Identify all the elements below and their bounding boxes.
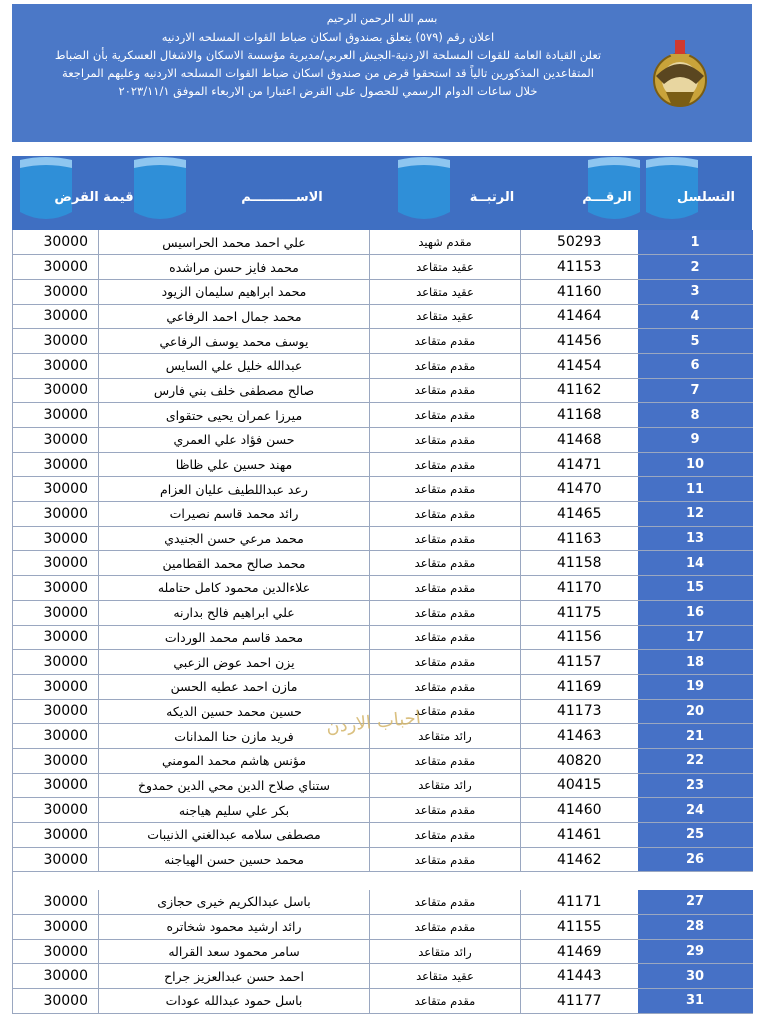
table-row: [13, 674, 753, 699]
row-rank: مقدم متقاعد: [370, 502, 521, 527]
row-number: 41465: [521, 502, 638, 527]
table-row: [13, 600, 753, 625]
row-number: 40820: [521, 748, 638, 773]
row-seq: 30: [638, 964, 753, 989]
jordan-armed-forces-emblem-icon: [642, 32, 718, 114]
row-rank: مقدم متقاعد: [370, 526, 521, 551]
row-rank: مقدم متقاعد: [370, 650, 521, 675]
row-seq: 1: [638, 230, 753, 255]
row-seq: 15: [638, 576, 753, 601]
row-rank: مقدم متقاعد: [370, 890, 521, 915]
row-name: احمد حسن عبدالعزيز جراح: [99, 964, 370, 989]
watermark: احباب الاردن: [325, 707, 422, 738]
row-name: رعد عبداللطيف عليان العزام: [99, 477, 370, 502]
row-loan-amount: 30000: [13, 304, 99, 329]
row-name: مهند حسين علي ظاظا: [99, 452, 370, 477]
row-seq: 6: [638, 353, 753, 378]
row-loan-amount: 30000: [13, 748, 99, 773]
row-rank: مقدم متقاعد: [370, 477, 521, 502]
row-seq: 20: [638, 699, 753, 724]
row-number: 41158: [521, 551, 638, 576]
row-number: 41160: [521, 279, 638, 304]
row-name: مصطفى سلامه عبدالغني الذنيبات: [99, 823, 370, 848]
table-group-gap: [13, 872, 753, 890]
announcement-line-2: تعلن القيادة العامة للقوات المسلحة الاردنية-الجيش العربي/مديرية مؤسسة الاسكان والاشغال العسكرية بأن الضباط: [54, 48, 602, 62]
row-number: 41175: [521, 600, 638, 625]
table-row: [13, 890, 753, 915]
row-loan-amount: 30000: [13, 526, 99, 551]
row-loan-amount: 30000: [13, 428, 99, 453]
row-rank: مقدم متقاعد: [370, 329, 521, 354]
row-name: ميرزا عمران يحيى حتقواى: [99, 403, 370, 428]
row-seq: 26: [638, 847, 753, 872]
row-loan-amount: 30000: [13, 964, 99, 989]
announcement-text: [52, 28, 604, 100]
table-row: [13, 403, 753, 428]
table-row: [13, 477, 753, 502]
row-name: عبدالله خليل علي السايس: [99, 353, 370, 378]
basmala: بسم الله الرحمن الرحيم: [326, 12, 438, 25]
loan-recipients-table: [12, 156, 752, 1014]
row-rank: مقدم متقاعد: [370, 798, 521, 823]
row-loan-amount: 30000: [13, 551, 99, 576]
row-number: 41153: [521, 255, 638, 280]
row-loan-amount: 30000: [13, 279, 99, 304]
row-number: 41470: [521, 477, 638, 502]
row-loan-amount: 30000: [13, 890, 99, 915]
row-loan-amount: 30000: [13, 403, 99, 428]
row-seq: 3: [638, 279, 753, 304]
table-row: [13, 823, 753, 848]
announcement-line-1: اعلان رقم (٥٧٩) يتعلق بصندوق اسكان ضباط القوات المسلحه الاردنيه: [161, 30, 495, 44]
row-name: محمد حسين حسن الهياجنه: [99, 847, 370, 872]
banner-tab-icon: [394, 154, 454, 226]
row-loan-amount: 30000: [13, 600, 99, 625]
table-row: [13, 304, 753, 329]
row-number: 41171: [521, 890, 638, 915]
row-seq: 7: [638, 378, 753, 403]
table-row: [13, 502, 753, 527]
row-rank: عقيد متقاعد: [370, 279, 521, 304]
row-name: باسل عبدالكريم خيرى حجازى: [99, 890, 370, 915]
row-rank: مقدم متقاعد: [370, 576, 521, 601]
table-row: [13, 428, 753, 453]
row-seq: 17: [638, 625, 753, 650]
row-number: 41469: [521, 939, 638, 964]
row-number: 41155: [521, 915, 638, 940]
announcement-header: [12, 4, 752, 142]
row-name: محمد قاسم محمد الوردات: [99, 625, 370, 650]
row-name: رائد محمد قاسم نصيرات: [99, 502, 370, 527]
row-rank: مقدم متقاعد: [370, 674, 521, 699]
row-seq: 22: [638, 748, 753, 773]
row-loan-amount: 30000: [13, 452, 99, 477]
table-row: [13, 847, 753, 872]
table-row: [13, 625, 753, 650]
row-loan-amount: 30000: [13, 915, 99, 940]
row-loan-amount: 30000: [13, 674, 99, 699]
table-row: [13, 915, 753, 940]
row-number: 41168: [521, 403, 638, 428]
row-rank: رائد متقاعد: [370, 724, 521, 749]
row-rank: مقدم متقاعد: [370, 378, 521, 403]
row-rank: مقدم متقاعد: [370, 428, 521, 453]
announcement-line-3: المتقاعدين المذكورين تالياً قد استحقوا قرض من صندوق اسكان ضباط القوات المسلحه الاردنيه وعليهم المراجعة: [62, 66, 594, 80]
row-seq: 31: [638, 989, 753, 1014]
row-name: رائد ارشيد محمود شخاتره: [99, 915, 370, 940]
row-loan-amount: 30000: [13, 847, 99, 872]
row-seq: 29: [638, 939, 753, 964]
table-header: [12, 156, 752, 230]
row-rank: مقدم متقاعد: [370, 403, 521, 428]
table-row: [13, 773, 753, 798]
row-seq: 12: [638, 502, 753, 527]
table-row: [13, 279, 753, 304]
table-row: [13, 378, 753, 403]
row-rank: مقدم متقاعد: [370, 551, 521, 576]
column-header-loan: قيمة القرض: [54, 190, 134, 205]
row-rank: مقدم متقاعد: [370, 699, 521, 724]
table-row: [13, 551, 753, 576]
row-name: علي احمد محمد الحراسيس: [99, 230, 370, 255]
row-number: 41456: [521, 329, 638, 354]
row-loan-amount: 30000: [13, 989, 99, 1014]
column-header-name: الاســــــــــم: [241, 190, 323, 205]
table-row: [13, 255, 753, 280]
row-seq: 21: [638, 724, 753, 749]
row-name: بكر علي سليم هياجنه: [99, 798, 370, 823]
row-seq: 27: [638, 890, 753, 915]
row-seq: 19: [638, 674, 753, 699]
table-body: [12, 230, 753, 1014]
row-loan-amount: 30000: [13, 724, 99, 749]
row-loan-amount: 30000: [13, 329, 99, 354]
row-number: 41170: [521, 576, 638, 601]
row-loan-amount: 30000: [13, 798, 99, 823]
table-row: [13, 526, 753, 551]
table-row: [13, 452, 753, 477]
table-row: [13, 329, 753, 354]
row-loan-amount: 30000: [13, 378, 99, 403]
table-row: [13, 650, 753, 675]
row-number: 41177: [521, 989, 638, 1014]
row-number: 41173: [521, 699, 638, 724]
row-number: 41468: [521, 428, 638, 453]
row-name: علاءالدين محمود كامل حتامله: [99, 576, 370, 601]
row-rank: رائد متقاعد: [370, 939, 521, 964]
row-number: 40415: [521, 773, 638, 798]
table-row: [13, 939, 753, 964]
row-name: باسل حمود عبدالله عودات: [99, 989, 370, 1014]
row-name: محمد صالح محمد القطامين: [99, 551, 370, 576]
row-rank: عقيد متقاعد: [370, 255, 521, 280]
row-number: 41462: [521, 847, 638, 872]
row-name: محمد مرعي حسن الجنيدي: [99, 526, 370, 551]
row-name: مازن احمد عطيه الحسن: [99, 674, 370, 699]
table-row: [13, 964, 753, 989]
table-row: [13, 989, 753, 1014]
row-number: 41162: [521, 378, 638, 403]
row-loan-amount: 30000: [13, 650, 99, 675]
row-name: يزن احمد عوض الزعبي: [99, 650, 370, 675]
row-rank: مقدم متقاعد: [370, 823, 521, 848]
row-rank: مقدم متقاعد: [370, 625, 521, 650]
table-row: [13, 748, 753, 773]
row-rank: مقدم متقاعد: [370, 353, 521, 378]
row-loan-amount: 30000: [13, 477, 99, 502]
table-row: [13, 353, 753, 378]
row-seq: 9: [638, 428, 753, 453]
row-seq: 28: [638, 915, 753, 940]
table-row: [13, 576, 753, 601]
row-rank: مقدم متقاعد: [370, 989, 521, 1014]
row-number: 41460: [521, 798, 638, 823]
row-loan-amount: 30000: [13, 255, 99, 280]
row-seq: 14: [638, 551, 753, 576]
announcement-line-4: خلال ساعات الدوام الرسمي للحصول على القرض اعتبارا من الاربعاء الموفق ٢٠٢٣/١١/١: [118, 84, 538, 98]
row-seq: 10: [638, 452, 753, 477]
row-name: مؤنس هاشم محمد المومني: [99, 748, 370, 773]
row-loan-amount: 30000: [13, 230, 99, 255]
row-rank: مقدم متقاعد: [370, 915, 521, 940]
row-rank: رائد متقاعد: [370, 773, 521, 798]
row-number: 41156: [521, 625, 638, 650]
row-name: محمد فايز حسن مراشده: [99, 255, 370, 280]
row-number: 50293: [521, 230, 638, 255]
row-name: ستناي صلاح الدين محي الدين حمدوخ: [99, 773, 370, 798]
row-number: 41163: [521, 526, 638, 551]
gap-cell: [13, 872, 753, 890]
row-seq: 23: [638, 773, 753, 798]
row-loan-amount: 30000: [13, 576, 99, 601]
row-rank: عقيد متقاعد: [370, 304, 521, 329]
row-seq: 16: [638, 600, 753, 625]
row-seq: 4: [638, 304, 753, 329]
row-rank: مقدم شهيد: [370, 230, 521, 255]
row-loan-amount: 30000: [13, 699, 99, 724]
row-name: سامر محمود سعد القراله: [99, 939, 370, 964]
row-number: 41471: [521, 452, 638, 477]
row-seq: 11: [638, 477, 753, 502]
row-rank: عقيد متقاعد: [370, 964, 521, 989]
row-name: فريد مازن حنا المدانات: [99, 724, 370, 749]
column-header-number: الرقـــم: [582, 190, 632, 205]
row-number: 41169: [521, 674, 638, 699]
row-seq: 5: [638, 329, 753, 354]
column-header-seq: التسلسل: [676, 190, 735, 205]
row-name: محمد ابراهيم سليمان الزيود: [99, 279, 370, 304]
row-seq: 13: [638, 526, 753, 551]
row-number: 41454: [521, 353, 638, 378]
column-header-rank: الرتبــة: [469, 190, 515, 205]
row-rank: مقدم متقاعد: [370, 748, 521, 773]
row-number: 41443: [521, 964, 638, 989]
row-number: 41463: [521, 724, 638, 749]
row-rank: مقدم متقاعد: [370, 452, 521, 477]
row-seq: 25: [638, 823, 753, 848]
row-name: محمد جمال احمد الرفاعي: [99, 304, 370, 329]
row-seq: 24: [638, 798, 753, 823]
row-name: علي ابراهيم فالح بدارنه: [99, 600, 370, 625]
row-number: 41464: [521, 304, 638, 329]
row-name: حسين محمد حسين الديكه: [99, 699, 370, 724]
table-row: [13, 230, 753, 255]
table-row: [13, 798, 753, 823]
row-loan-amount: 30000: [13, 773, 99, 798]
row-loan-amount: 30000: [13, 823, 99, 848]
row-number: 41461: [521, 823, 638, 848]
row-loan-amount: 30000: [13, 502, 99, 527]
row-seq: 18: [638, 650, 753, 675]
row-name: صالح مصطفى خلف بني فارس: [99, 378, 370, 403]
row-rank: مقدم متقاعد: [370, 847, 521, 872]
row-number: 41157: [521, 650, 638, 675]
row-rank: مقدم متقاعد: [370, 600, 521, 625]
row-loan-amount: 30000: [13, 353, 99, 378]
row-name: حسن فؤاد علي العمري: [99, 428, 370, 453]
row-seq: 8: [638, 403, 753, 428]
row-loan-amount: 30000: [13, 939, 99, 964]
row-loan-amount: 30000: [13, 625, 99, 650]
row-name: يوسف محمد يوسف الرفاعي: [99, 329, 370, 354]
row-seq: 2: [638, 255, 753, 280]
